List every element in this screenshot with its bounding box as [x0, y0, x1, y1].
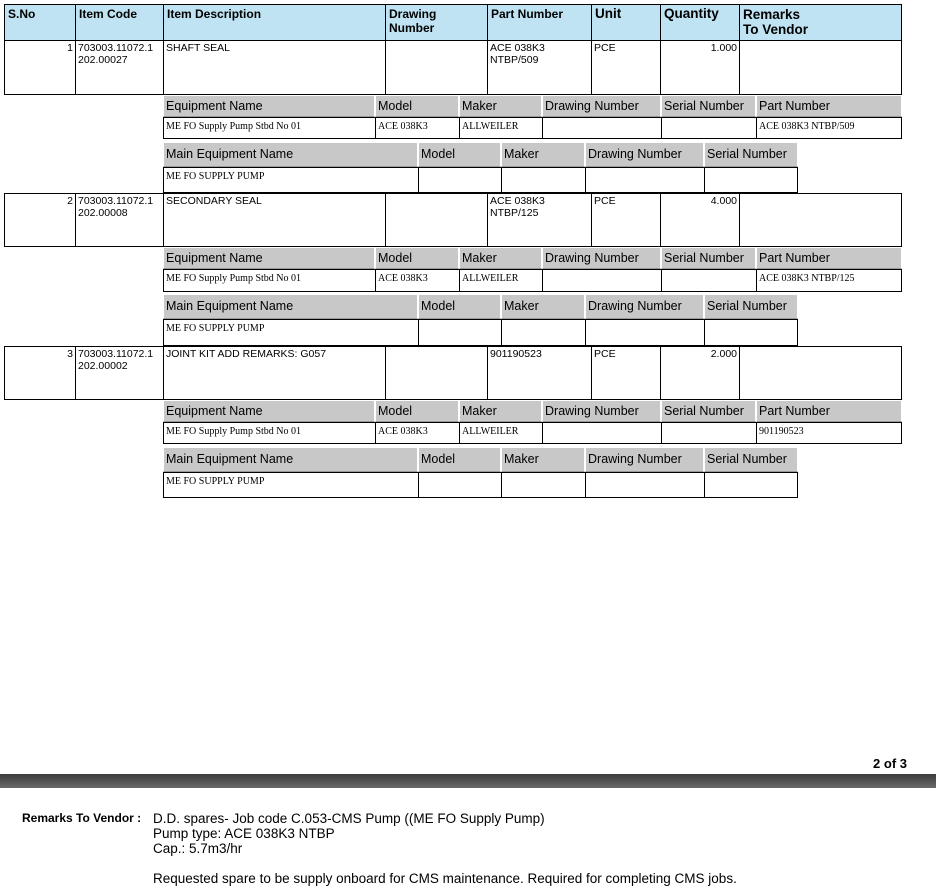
item-part-line1: ACE 038K3	[490, 42, 545, 54]
equipment-maker-header: Maker	[459, 247, 542, 269]
item-description: JOINT KIT ADD REMARKS: G057	[163, 346, 386, 400]
equipment-model-value: ACE 038K3	[375, 117, 460, 139]
item-part-number	[487, 40, 592, 95]
main-equipment-serial-number-header: Serial Number	[704, 142, 798, 167]
equipment-model-header: Model	[375, 247, 459, 269]
main-equipment-serial-number-value	[704, 319, 798, 346]
equipment-drawing-number-header: Drawing Number	[542, 95, 661, 117]
main-equipment-model-value	[418, 167, 502, 193]
item-unit: PCE	[591, 346, 661, 400]
item-code-line2: 202.00002	[78, 360, 128, 372]
equipment-serial-number-header: Serial Number	[661, 95, 756, 117]
main-equipment-maker-value	[501, 319, 586, 346]
equipment-maker-header: Maker	[459, 95, 542, 117]
main-equipment-name-value: ME FO SUPPLY PUMP	[163, 319, 419, 346]
remarks-to-vendor-text	[153, 811, 545, 856]
main-equipment-model-header: Model	[418, 447, 501, 472]
item-code-line1: 703003.11072.1	[78, 42, 154, 54]
equipment-serial-number-header: Serial Number	[661, 400, 756, 422]
equipment-maker-header: Maker	[459, 400, 542, 422]
equipment-name-header: Equipment Name	[163, 247, 375, 269]
header-item-code: Item Code	[75, 4, 164, 41]
main-equipment-drawing-number-value	[585, 472, 705, 498]
main-equipment-serial-number-value	[704, 472, 798, 498]
equipment-part-number-header: Part Number	[756, 400, 902, 422]
main-equipment-serial-number-header: Serial Number	[704, 294, 798, 319]
item-quantity: 1.000	[660, 40, 740, 95]
equipment-serial-number-value	[661, 422, 757, 444]
main-equipment-drawing-number-value	[585, 319, 705, 346]
main-equipment-serial-number-value	[704, 167, 798, 193]
equipment-name-header: Equipment Name	[163, 95, 375, 117]
item-drawing-number	[385, 346, 488, 400]
header-part-number: Part Number	[487, 4, 592, 41]
equipment-maker-value: ALLWEILER	[459, 117, 543, 139]
equipment-drawing-number-value	[542, 269, 662, 292]
main-equipment-maker-header: Maker	[501, 294, 585, 319]
header-quantity: Quantity	[660, 4, 740, 41]
item-part-number	[487, 193, 592, 247]
main-equipment-maker-value	[501, 472, 586, 498]
main-equipment-model-value	[418, 472, 502, 498]
header-sno: S.No	[4, 4, 76, 41]
equipment-drawing-number-header: Drawing Number	[542, 400, 661, 422]
equipment-maker-value: ALLWEILER	[459, 269, 543, 292]
item-part-line2: NTBP/509	[490, 54, 539, 66]
equipment-part-number-value: ACE 038K3 NTBP/509	[756, 117, 902, 139]
item-part-number	[487, 346, 592, 400]
header-drawing-number: Drawing Number	[385, 4, 488, 41]
remarks-to-vendor-label: Remarks To Vendor :	[22, 811, 142, 825]
item-code	[75, 346, 164, 400]
item-code	[75, 193, 164, 247]
equipment-drawing-number-value	[542, 422, 662, 444]
equipment-serial-number-value	[661, 269, 757, 292]
item-description: SECONDARY SEAL	[163, 193, 386, 247]
main-equipment-name-header: Main Equipment Name	[163, 447, 418, 472]
item-code-line1: 703003.11072.1	[78, 348, 154, 360]
item-remarks	[739, 40, 902, 95]
main-equipment-model-header: Model	[418, 294, 501, 319]
main-equipment-name-header: Main Equipment Name	[163, 142, 418, 167]
header-unit: Unit	[591, 4, 661, 41]
main-equipment-drawing-number-value	[585, 167, 705, 193]
equipment-name-value: ME FO Supply Pump Stbd No 01	[163, 269, 376, 292]
item-sno: 1	[4, 40, 76, 95]
remarks-line: D.D. spares- Job code C.053-CMS Pump ((ME FO Supply Pump)	[153, 811, 545, 826]
remarks-line: Cap.: 5.7m3/hr	[153, 841, 243, 856]
main-equipment-drawing-number-header: Drawing Number	[585, 294, 704, 319]
main-equipment-serial-number-header: Serial Number	[704, 447, 798, 472]
equipment-part-number-value: ACE 038K3 NTBP/125	[756, 269, 902, 292]
item-sno: 3	[4, 346, 76, 400]
equipment-model-value: ACE 038K3	[375, 269, 460, 292]
main-equipment-name-value: ME FO SUPPLY PUMP	[163, 472, 419, 498]
main-equipment-maker-value	[501, 167, 586, 193]
remarks-note: Requested spare to be supply onboard for CMS maintenance. Required for completing CMS jobs.	[153, 871, 737, 886]
main-equipment-maker-header: Maker	[501, 142, 585, 167]
main-equipment-maker-header: Maker	[501, 447, 585, 472]
item-description: SHAFT SEAL	[163, 40, 386, 95]
main-equipment-drawing-number-header: Drawing Number	[585, 142, 704, 167]
header-item-description: Item Description	[163, 4, 386, 41]
equipment-drawing-number-header: Drawing Number	[542, 247, 661, 269]
main-equipment-model-header: Model	[418, 142, 501, 167]
page-separator	[0, 774, 936, 788]
equipment-name-value: ME FO Supply Pump Stbd No 01	[163, 117, 376, 139]
remarks-line: Pump type: ACE 038K3 NTBP	[153, 826, 335, 841]
main-equipment-name-value: ME FO SUPPLY PUMP	[163, 167, 419, 193]
equipment-maker-value: ALLWEILER	[459, 422, 543, 444]
equipment-part-number-header: Part Number	[756, 95, 902, 117]
item-drawing-number	[385, 40, 488, 95]
item-unit: PCE	[591, 40, 661, 95]
item-part-line1: 901190523	[490, 348, 542, 360]
equipment-part-number-header: Part Number	[756, 247, 902, 269]
equipment-name-header: Equipment Name	[163, 400, 375, 422]
item-part-line1: ACE 038K3	[490, 195, 545, 207]
equipment-serial-number-value	[661, 117, 757, 139]
equipment-drawing-number-value	[542, 117, 662, 139]
equipment-part-number-value: 901190523	[756, 422, 902, 444]
item-quantity: 2.000	[660, 346, 740, 400]
item-code-line2: 202.00008	[78, 207, 128, 219]
main-equipment-name-header: Main Equipment Name	[163, 294, 418, 319]
header-remarks-line1: Remarks	[743, 7, 801, 22]
equipment-name-value: ME FO Supply Pump Stbd No 01	[163, 422, 376, 444]
item-remarks	[739, 193, 902, 247]
equipment-model-value: ACE 038K3	[375, 422, 460, 444]
item-unit: PCE	[591, 193, 661, 247]
item-part-line2: NTBP/125	[490, 207, 539, 219]
header-remarks	[739, 4, 902, 41]
equipment-model-header: Model	[375, 95, 459, 117]
item-code-line1: 703003.11072.1	[78, 195, 154, 207]
header-remarks-line2: To Vendor	[743, 22, 809, 37]
equipment-serial-number-header: Serial Number	[661, 247, 756, 269]
main-equipment-model-value	[418, 319, 502, 346]
equipment-model-header: Model	[375, 400, 459, 422]
item-remarks	[739, 346, 902, 400]
item-code	[75, 40, 164, 95]
main-equipment-drawing-number-header: Drawing Number	[585, 447, 704, 472]
item-code-line2: 202.00027	[78, 54, 128, 66]
item-quantity: 4.000	[660, 193, 740, 247]
item-drawing-number	[385, 193, 488, 247]
item-sno: 2	[4, 193, 76, 247]
page-indicator: 2 of 3	[873, 756, 907, 771]
